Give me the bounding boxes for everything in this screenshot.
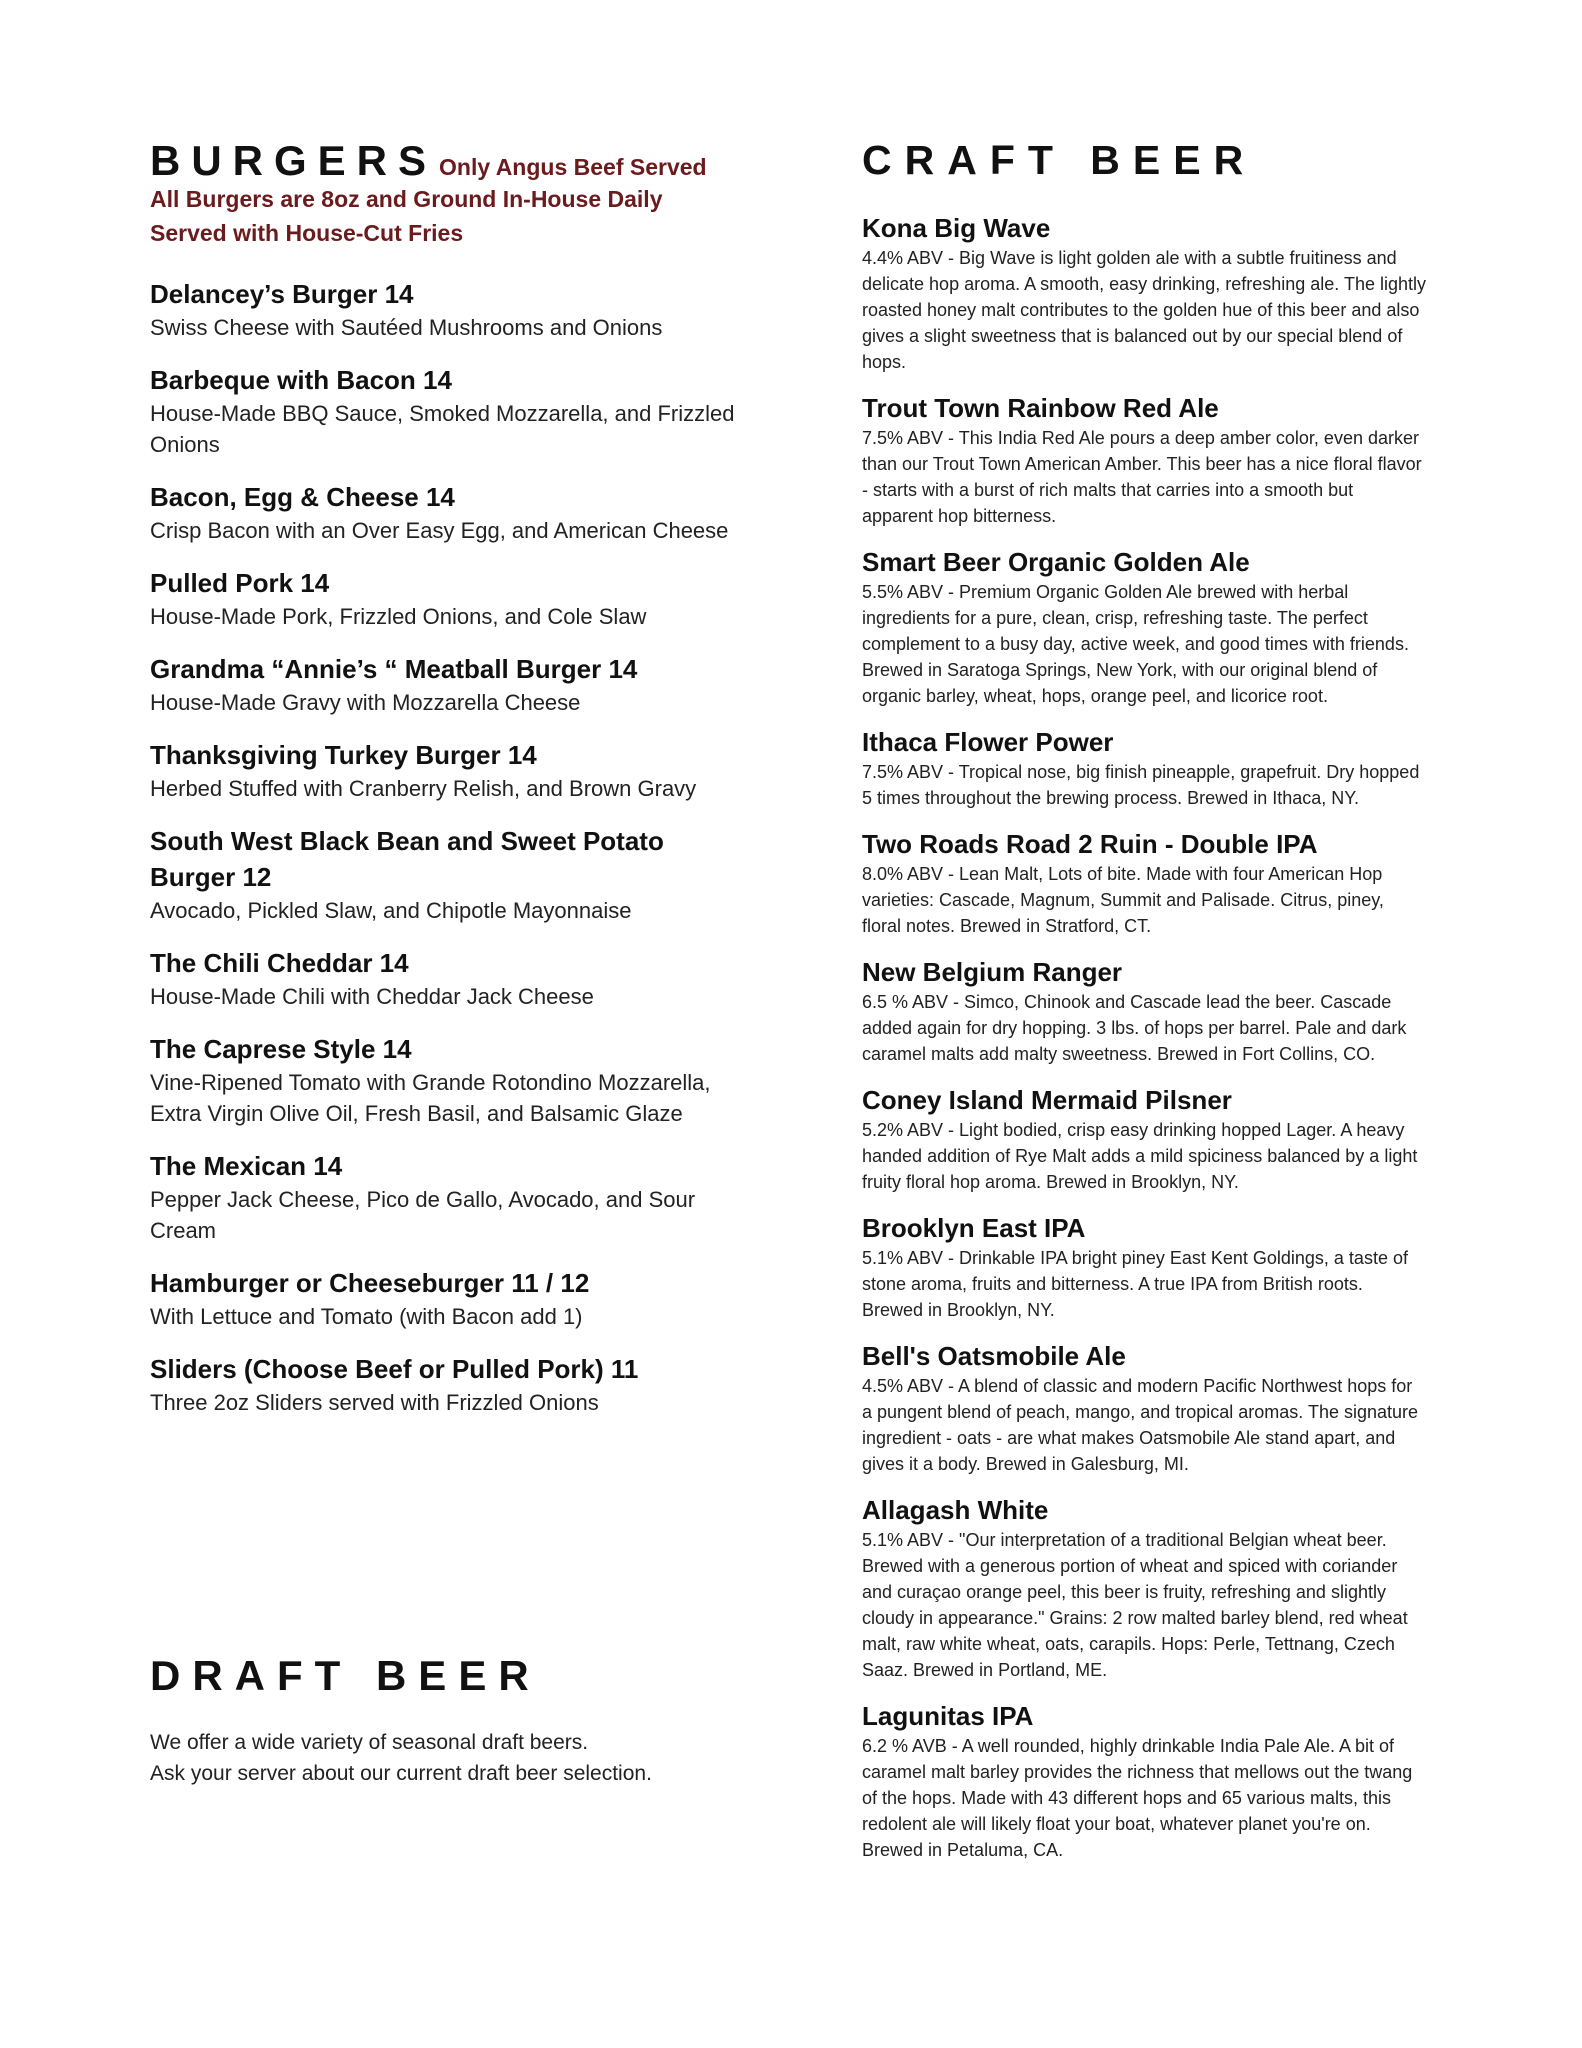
burger-description: House-Made Gravy with Mozzarella Cheese [150,690,581,715]
burger-description: House-Made Chili with Cheddar Jack Cheese [150,984,594,1009]
draft-beer-line-1: We offer a wide variety of seasonal draft beers. [150,1731,589,1754]
beer-name: Brooklyn East IPA [862,1213,1086,1243]
beer-item [862,1339,1427,1477]
beer-name: Lagunitas IPA [862,1701,1034,1731]
beer-description: 6.2 % AVB - A well rounded, highly drinkable India Pale Ale. A bit of caramel malt barley provides the richness that mellows out the twang of the hops. Made with 43 different hops and 65 various malts, this redolent ale will likely float your boat, whatever planet you're on. Brewed in Petaluma, CA. [862,1736,1413,1860]
beer-description: 8.0% ABV - Lean Malt, Lots of bite. Made with four American Hop varieties: Cascade, Magnum, Summit and Palisade. Citrus, piney, floral notes. Brewed in Stratford, CT. [862,864,1384,936]
beer-description: 7.5% ABV - This India Red Ale pours a deep amber color, even darker than our Trout Town American Amber. This beer has a nice floral flavor - starts with a burst of rich malts that carries into a smooth but apparent hop bitterness. [862,428,1422,526]
beer-description: 7.5% ABV - Tropical nose, big finish pineapple, grapefruit. Dry hopped 5 times throughout the brewing process. Brewed in Ithaca, NY. [862,762,1420,808]
beer-name: Coney Island Mermaid Pilsner [862,1085,1232,1115]
burger-description: Avocado, Pickled Slaw, and Chipotle Mayonnaise [150,898,632,923]
burger-name: Barbeque with Bacon 14 [150,365,452,395]
burger-description: Vine-Ripened Tomato with Grande Rotondino Mozzarella, Extra Virgin Olive Oil, Fresh Basil, and Balsamic Glaze [150,1070,711,1126]
burger-description: House-Made BBQ Sauce, Smoked Mozzarella, and Frizzled Onions [150,401,735,457]
burger-name: Grandma “Annie’s “ Meatball Burger 14 [150,654,638,684]
draft-beer-section [150,1652,770,1789]
beer-name: Allagash White [862,1495,1049,1525]
craft-beer-section [862,137,1427,1879]
burgers-title: BURGERS [150,137,438,184]
burger-item [150,1351,740,1418]
burger-name: Delancey’s Burger 14 [150,279,414,309]
beer-item [862,1493,1427,1683]
burger-item [150,737,740,804]
burger-description: Three 2oz Sliders served with Frizzled Onions [150,1390,599,1415]
beer-item [862,725,1427,811]
burger-item [150,362,740,460]
beer-item [862,545,1427,709]
draft-beer-title: DRAFT BEER [150,1652,541,1699]
burger-description: Herbed Stuffed with Cranberry Relish, and Brown Gravy [150,776,697,801]
burger-item [150,1148,740,1246]
draft-beer-line-2: Ask your server about our current draft beer selection. [150,1762,652,1785]
burger-description: With Lettuce and Tomato (with Bacon add 1) [150,1304,583,1329]
burger-description: House-Made Pork, Frizzled Onions, and Cole Slaw [150,604,647,629]
burger-item [150,276,740,343]
burger-name: Sliders (Choose Beef or Pulled Pork) 11 [150,1354,639,1384]
burger-description: Swiss Cheese with Sautéed Mushrooms and Onions [150,315,663,340]
beer-description: 5.1% ABV - Drinkable IPA bright piney East Kent Goldings, a taste of stone aroma, fruits and bitterness. A true IPA from British roots. Brewed in Brooklyn, NY. [862,1248,1408,1320]
burger-name: Bacon, Egg & Cheese 14 [150,482,455,512]
burger-item [150,823,740,926]
burgers-header [150,137,740,184]
beer-description: 5.1% ABV - "Our interpretation of a traditional Belgian wheat beer. Brewed with a generous portion of wheat and spiced with coriander and curaçao orange peel, this beer is fruity, refreshing and slightly cloudy in appearance." Grains: 2 row malted barley blend, red wheat malt, raw white wheat, oats, carapils. Hops: Perle, Tettnang, Czech Saaz. Brewed in Portland, ME. [862,1530,1408,1680]
craft-beer-title: CRAFT BEER [862,137,1257,183]
beer-item [862,827,1427,939]
draft-beer-text [150,1727,770,1789]
beer-name: Kona Big Wave [862,213,1051,243]
beer-description: 5.2% ABV - Light bodied, crisp easy drinking hopped Lager. A heavy handed addition of Rye Malt adds a mild spiciness balanced by a light fruity floral hop aroma. Brewed in Brooklyn, NY. [862,1120,1418,1192]
beer-item [862,955,1427,1067]
burger-item [150,565,740,632]
burger-list [150,276,740,1418]
burger-description: Pepper Jack Cheese, Pico de Gallo, Avocado, and Sour Cream [150,1187,696,1243]
beer-name: Smart Beer Organic Golden Ale [862,547,1250,577]
beer-name: Bell's Oatsmobile Ale [862,1341,1126,1371]
burger-item [150,1265,740,1332]
burger-item [150,945,740,1012]
beer-name: Two Roads Road 2 Ruin - Double IPA [862,829,1318,859]
burger-name: South West Black Bean and Sweet Potato Burger 12 [150,826,664,892]
burger-item [150,1031,740,1129]
beer-description: 4.5% ABV - A blend of classic and modern Pacific Northwest hops for a pungent blend of peach, mango, and tropical aromas. The signature ingredient - oats - are what makes Oatsmobile Ale stand apart, and gives it a body. Brewed in Galesburg, MI. [862,1376,1419,1474]
beer-item [862,1211,1427,1323]
beer-description: 5.5% ABV - Premium Organic Golden Ale brewed with herbal ingredients for a pure, clean, crisp, refreshing taste. The perfect complement to a busy day, active week, and good times with friends. Brewed in Saratoga Springs, New York, with our original blend of organic barley, wheat, hops, orange peel, and licorice root. [862,582,1409,706]
burger-item [150,479,740,546]
beer-description: 4.4% ABV - Big Wave is light golden ale with a subtle fruitiness and delicate hop aroma. A smooth, easy drinking, refreshing ale. The lightly roasted honey malt contributes to the golden hue of this beer and also gives a slight sweetness that is balanced out by our special blend of hops. [862,248,1426,372]
burgers-section [150,137,740,1437]
burgers-subtitle-line-2: Served with House-Cut Fries [150,220,464,246]
burgers-subtitle-inline: Only Angus Beef Served [439,154,707,180]
burger-item [150,651,740,718]
burger-name: The Caprese Style 14 [150,1034,412,1064]
beer-name: Trout Town Rainbow Red Ale [862,393,1219,423]
burgers-subtitle-line-1: All Burgers are 8oz and Ground In-House Daily [150,186,663,212]
beer-list [862,211,1427,1863]
burger-name: Thanksgiving Turkey Burger 14 [150,740,537,770]
beer-item [862,1083,1427,1195]
beer-name: Ithaca Flower Power [862,727,1114,757]
burger-name: Pulled Pork 14 [150,568,330,598]
burger-description: Crisp Bacon with an Over Easy Egg, and American Cheese [150,518,729,543]
beer-description: 6.5 % ABV - Simco, Chinook and Cascade lead the beer. Cascade added again for dry hopping. 3 lbs. of hops per barrel. Pale and dark caramel malts add malty sweetness. Brewed in Fort Collins, CO. [862,992,1407,1064]
beer-item [862,391,1427,529]
beer-item [862,211,1427,375]
burger-name: The Chili Cheddar 14 [150,948,409,978]
burger-name: The Mexican 14 [150,1151,343,1181]
beer-item [862,1699,1427,1863]
beer-name: New Belgium Ranger [862,957,1123,987]
burger-name: Hamburger or Cheeseburger 11 / 12 [150,1268,590,1298]
